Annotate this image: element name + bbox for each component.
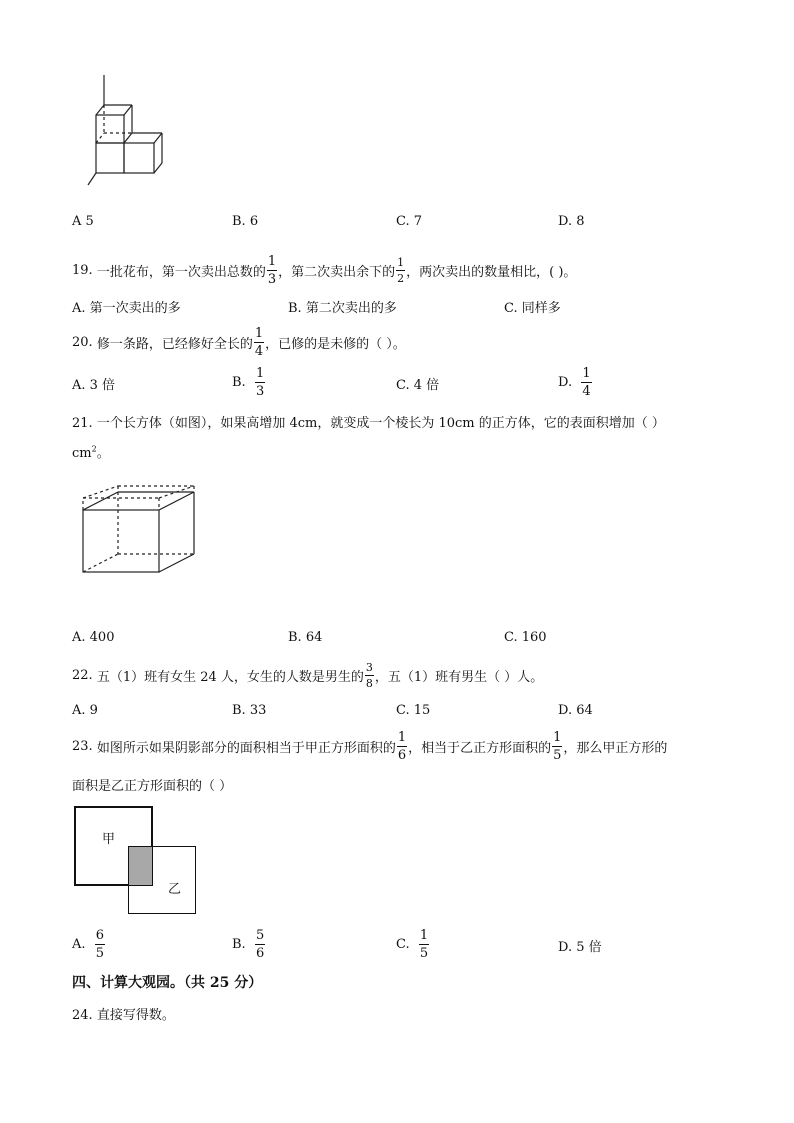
q22-number: 22.	[72, 667, 93, 683]
q20-text-1: 修一条路，已经修好全长的	[96, 336, 253, 352]
q20-option-b-fraction: $\frac{1}{3}$	[255, 365, 265, 399]
q23-option-b-fraction: $\frac{5}{6}$	[255, 927, 265, 961]
q19-text-3: ，两次卖出的数量相比，( )。	[406, 264, 577, 280]
q23-squares-figure	[74, 806, 198, 916]
q20-text-2: ，已修的是未修的（ ）。	[265, 336, 406, 352]
q21-end: 。	[96, 446, 110, 461]
q20-option-b-label: B.	[232, 374, 246, 390]
q21-unit-exponent: 2	[91, 444, 97, 454]
q18-option-b[interactable]: B. 6	[232, 214, 259, 229]
q22-option-d[interactable]: D. 64	[558, 703, 593, 718]
q23-question-line-2: 面积是乙正方形面积的（ ）	[72, 779, 233, 794]
q23-option-d[interactable]: D. 5 倍	[558, 940, 602, 955]
q22-option-c[interactable]: C. 15	[396, 703, 431, 718]
q21-question	[72, 412, 665, 431]
q24-number: 24.	[72, 1008, 93, 1023]
q19-option-a[interactable]: A. 第一次卖出的多	[72, 301, 181, 316]
q20-fraction-1: $\frac{1}{4}$	[254, 325, 264, 359]
cuboid-figure	[78, 482, 203, 577]
q22-question	[72, 655, 543, 695]
q20-number: 20.	[72, 334, 93, 350]
q23-option-b[interactable]	[232, 924, 266, 964]
q23-option-a-fraction: $\frac{6}{5}$	[95, 927, 105, 961]
q23-text-1: 如图所示如果阴影部分的面积相当于甲正方形面积的	[96, 740, 396, 756]
q23-fraction-1: $\frac{1}{6}$	[397, 729, 407, 763]
q20-option-d-label: D.	[558, 374, 573, 390]
q22-option-b[interactable]: B. 33	[232, 703, 267, 718]
q18-option-c[interactable]: C. 7	[396, 214, 423, 229]
q20-question	[72, 322, 406, 362]
q23-option-c-label: C.	[396, 936, 410, 952]
q23-option-a-label: A.	[72, 936, 86, 952]
q19-fraction-2: $\frac{1}{2}$	[397, 255, 405, 285]
q19-text-1: 一批花布，第一次卖出总数的	[96, 264, 266, 280]
q23-option-b-label: B.	[232, 936, 246, 952]
q20-option-a[interactable]: A. 3 倍	[72, 378, 116, 393]
q21-number: 21.	[72, 416, 93, 431]
q23-text-3: ，那么甲正方形的	[563, 740, 668, 756]
q20-option-c[interactable]: C. 4 倍	[396, 378, 440, 393]
q22-fraction-1: $\frac{3}{8}$	[365, 660, 373, 690]
q19-fraction-1: $\frac{1}{3}$	[267, 253, 277, 287]
q19-option-c[interactable]: C. 同样多	[504, 301, 561, 316]
label-yi: 乙	[168, 882, 182, 897]
q22-text-2: ，五（1）班有男生（ ）人。	[374, 669, 544, 685]
q20-option-d-fraction: $\frac{1}{4}$	[582, 365, 591, 399]
q21-text-1: 一个长方体（如图），如果高增加 4cm，就变成一个棱长为 10cm 的正方体，它的表面积增加（ ）	[96, 416, 665, 431]
shaded-overlap	[128, 846, 153, 886]
q19-number: 19.	[72, 262, 93, 278]
q24-question	[72, 1004, 175, 1023]
q23-text-2: ，相当于乙正方形面积的	[408, 740, 552, 756]
q23-fraction-2: $\frac{1}{5}$	[553, 729, 562, 763]
q21-unit: cm	[72, 446, 92, 461]
cube-stack-figure	[80, 70, 180, 195]
label-jia: 甲	[102, 832, 116, 847]
q24-text: 直接写得数。	[96, 1008, 175, 1023]
q19-option-b[interactable]: B. 第二次卖出的多	[288, 301, 397, 316]
q18-option-d[interactable]: D. 8	[558, 214, 585, 229]
q19-text-2: ，第二次卖出余下的	[278, 264, 396, 280]
q22-option-a[interactable]: A. 9	[72, 703, 98, 718]
q19-question	[72, 250, 576, 290]
q23-question	[72, 726, 667, 766]
q23-option-c-fraction: $\frac{1}{5}$	[419, 927, 429, 961]
q21-question-line-2	[72, 442, 110, 461]
q23-option-a[interactable]	[72, 924, 106, 964]
section-4-heading: 四、计算大观园。（共 25 分）	[72, 975, 263, 991]
q23-option-c[interactable]	[396, 924, 430, 964]
q21-option-a[interactable]: A. 400	[72, 630, 115, 645]
q22-text-1: 五（1）班有女生 24 人，女生的人数是男生的	[96, 669, 364, 685]
q21-option-b[interactable]: B. 64	[288, 630, 323, 645]
q18-option-a[interactable]: A 5	[72, 214, 94, 229]
q20-option-b[interactable]	[232, 362, 266, 402]
q23-number: 23.	[72, 738, 93, 754]
q20-option-d[interactable]	[558, 362, 593, 402]
q21-option-c[interactable]: C. 160	[504, 630, 547, 645]
